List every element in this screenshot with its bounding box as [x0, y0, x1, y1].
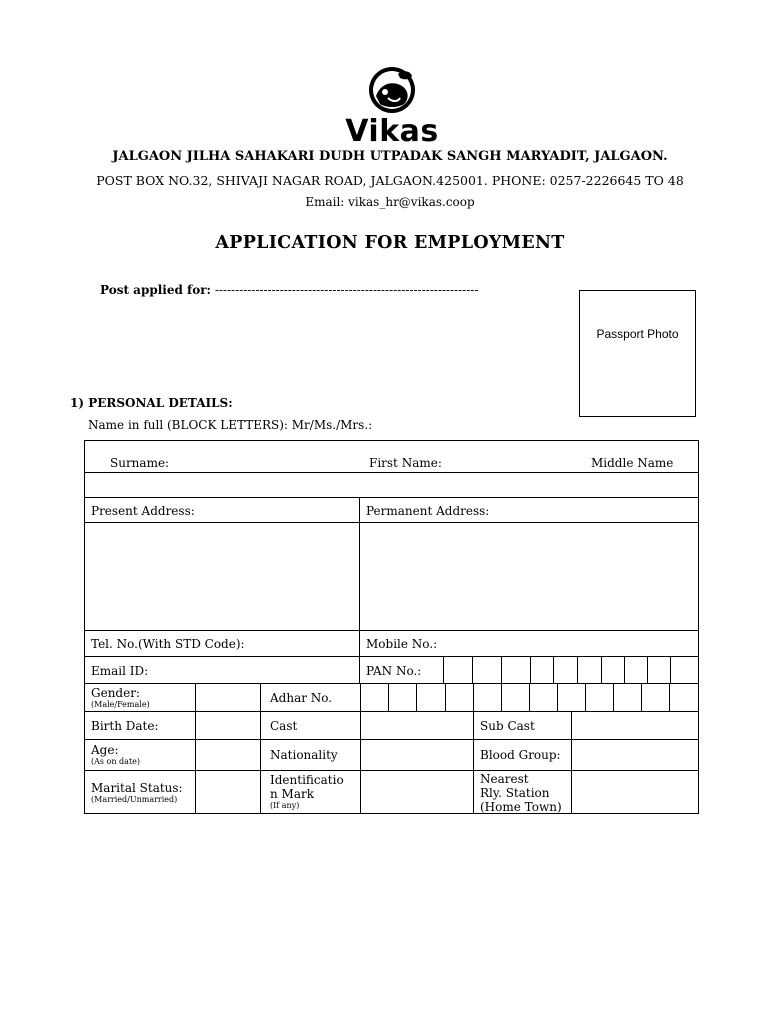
- permanent-address-label: Permanent Address:: [366, 504, 490, 518]
- identification-mark-label: [270, 773, 344, 810]
- organization-email: Email: vikas_hr@vikas.coop: [305, 195, 475, 209]
- form-border-bottom: [84, 813, 699, 814]
- rly-line2: Rly. Station: [480, 786, 550, 800]
- age-hint: (As on date): [91, 757, 141, 766]
- sub-cast-label: Sub Cast: [480, 719, 535, 733]
- pan-label: PAN No.:: [366, 664, 422, 678]
- cow-emblem-icon: [340, 62, 444, 118]
- pan-box-divider: [670, 656, 671, 683]
- adhar-box-divider: [557, 683, 558, 711]
- row-divider: [84, 770, 699, 771]
- middle-name-label: Middle Name: [591, 456, 674, 470]
- adhar-box-divider: [416, 683, 417, 711]
- permanent-address-input[interactable]: [360, 523, 698, 630]
- pan-box-divider: [647, 656, 648, 683]
- nationality-label: Nationality: [270, 748, 338, 762]
- organization-name: JALGAON JILHA SAHAKARI DUDH UTPADAK SANGH MARYADIT, JALGAON.: [112, 149, 668, 164]
- row-divider: [84, 739, 699, 740]
- identification-line1: Identificatio: [270, 773, 344, 787]
- adhar-box-divider: [641, 683, 642, 711]
- adhar-box-divider: [388, 683, 389, 711]
- present-address-label: Present Address:: [91, 504, 195, 518]
- logo-wordmark: Vikas: [345, 114, 439, 149]
- adhar-label: Adhar No.: [270, 691, 333, 705]
- age-label-text: Age:: [91, 743, 119, 757]
- column-divider: [195, 683, 196, 814]
- present-address-input[interactable]: [85, 523, 359, 630]
- identification-line2: n Mark: [270, 787, 314, 801]
- passport-photo-box[interactable]: [579, 290, 696, 417]
- identification-hint: (If any): [270, 801, 300, 810]
- pan-box-divider: [501, 656, 502, 683]
- row-divider: [84, 683, 699, 684]
- row-divider: [84, 497, 699, 498]
- adhar-box-divider: [585, 683, 586, 711]
- rly-line1: Nearest: [480, 772, 529, 786]
- name-input[interactable]: [85, 473, 698, 497]
- post-applied-label: Post applied for:: [100, 283, 211, 297]
- gender-hint: (Male/Female): [91, 700, 150, 709]
- column-divider: [571, 711, 572, 814]
- post-applied-field[interactable]: -----------------------------------------------------------------: [214, 283, 479, 297]
- email-id-label: Email ID:: [91, 664, 149, 678]
- section-personal-details-heading: 1) PERSONAL DETAILS:: [70, 396, 233, 410]
- blood-group-label: Blood Group:: [480, 748, 561, 762]
- pan-box-divider: [601, 656, 602, 683]
- rly-line3: (Home Town): [480, 800, 562, 814]
- row-divider: [84, 656, 699, 657]
- age-label: [91, 743, 140, 766]
- mobile-label: Mobile No.:: [366, 637, 438, 651]
- page-title: APPLICATION FOR EMPLOYMENT: [215, 233, 565, 253]
- tel-label: Tel. No.(With STD Code):: [91, 637, 245, 651]
- row-divider: [84, 630, 699, 631]
- vikas-logo: [340, 62, 444, 148]
- organization-address: POST BOX NO.32, SHIVAJI NAGAR ROAD, JALGAON.425001. PHONE: 0257-2226645 TO 48: [96, 173, 684, 188]
- pan-box-divider: [530, 656, 531, 683]
- pan-box-divider: [553, 656, 554, 683]
- marital-status-text: Marital Status:: [91, 781, 183, 795]
- passport-photo-label: Passport Photo: [596, 327, 679, 341]
- first-name-label: First Name:: [369, 456, 442, 470]
- pan-box-divider: [443, 656, 444, 683]
- adhar-box-divider: [445, 683, 446, 711]
- birth-date-label: Birth Date:: [91, 719, 159, 733]
- adhar-box-divider: [501, 683, 502, 711]
- nearest-rly-station-label: [480, 772, 562, 814]
- column-divider: [473, 683, 474, 814]
- column-divider: [360, 683, 361, 814]
- personal-details-form: [84, 440, 699, 814]
- gender-label: [91, 686, 150, 709]
- pan-box-divider: [577, 656, 578, 683]
- adhar-box-divider: [669, 683, 670, 711]
- surname-label: Surname:: [110, 456, 170, 470]
- gender-label-text: Gender:: [91, 686, 140, 700]
- pan-box-divider: [624, 656, 625, 683]
- marital-status-hint: (Married/Unmarried): [91, 795, 178, 804]
- adhar-box-divider: [613, 683, 614, 711]
- marital-status-label: [91, 781, 183, 804]
- pan-box-divider: [472, 656, 473, 683]
- form-border-top: [84, 440, 699, 441]
- cast-label: Cast: [270, 719, 298, 733]
- post-applied-row: [100, 283, 478, 297]
- column-divider: [260, 683, 261, 814]
- adhar-box-divider: [529, 683, 530, 711]
- name-in-full-prompt: Name in full (BLOCK LETTERS): Mr/Ms./Mrs.:: [88, 418, 373, 432]
- row-divider: [84, 711, 699, 712]
